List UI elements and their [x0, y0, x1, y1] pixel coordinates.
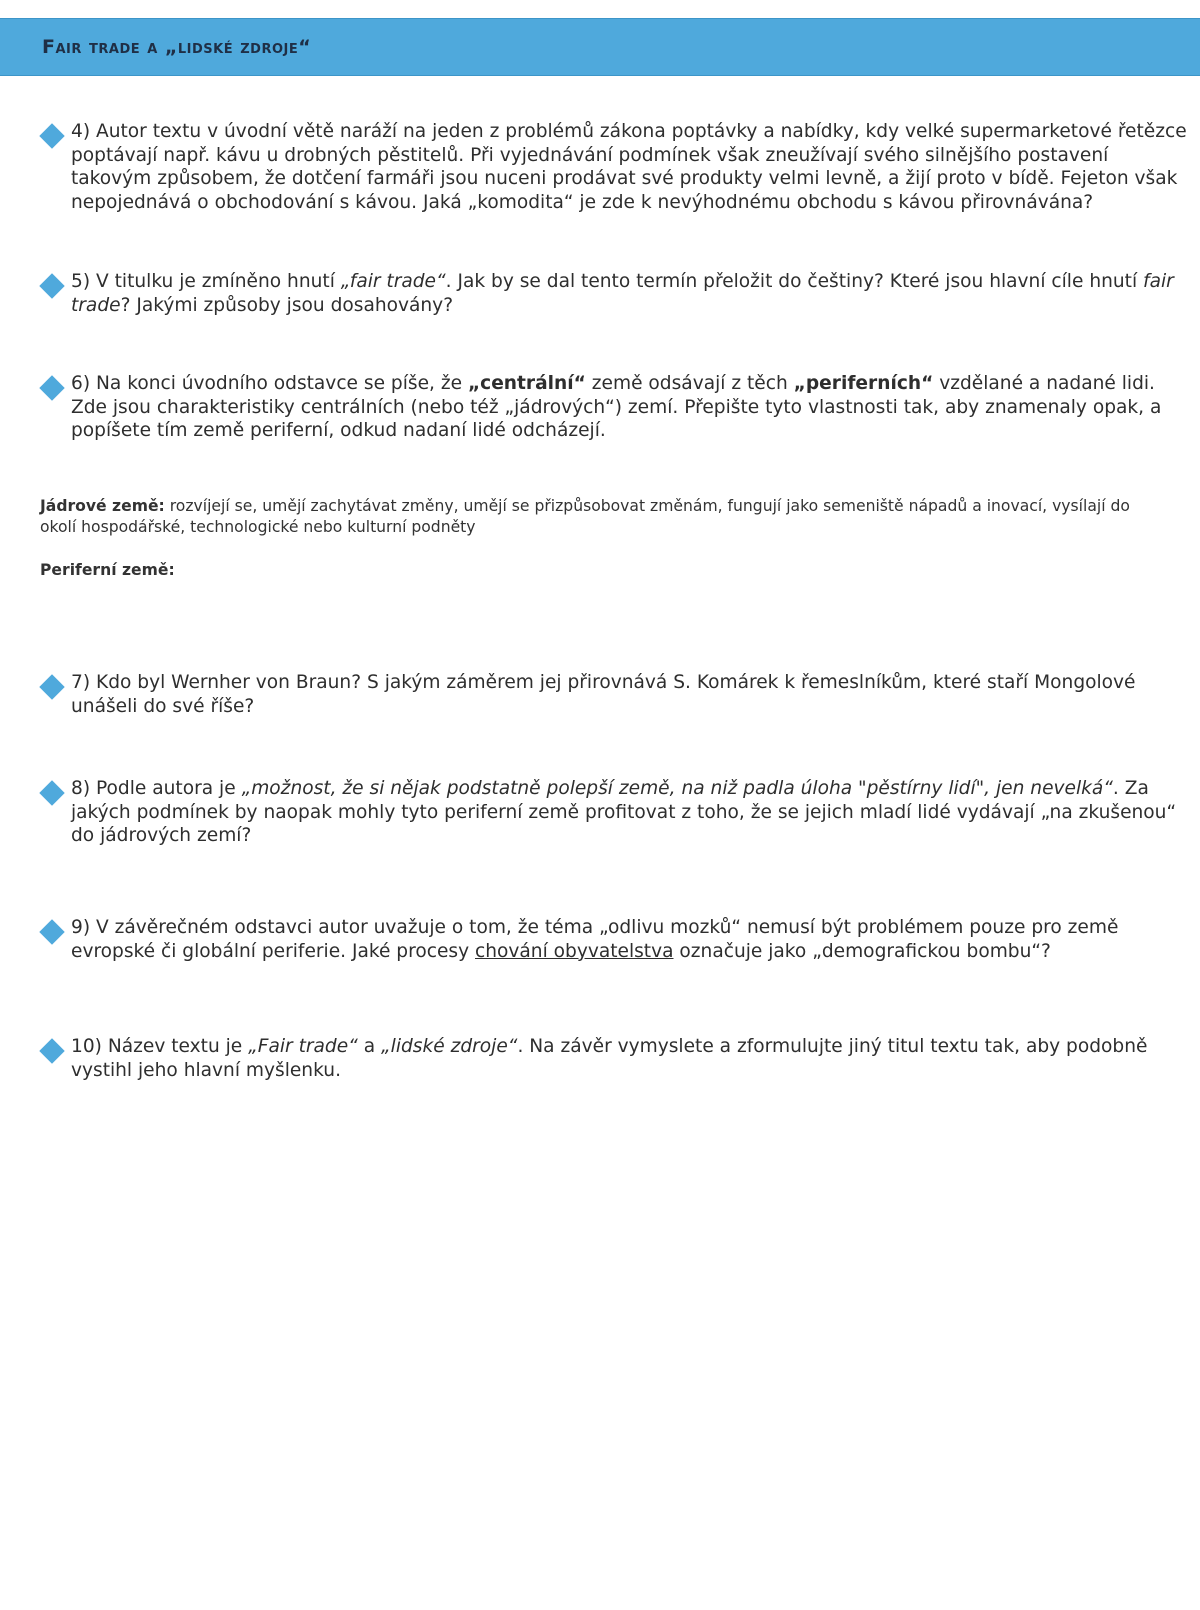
text-span: 8) Podle autora je	[71, 778, 242, 799]
question-9	[40, 916, 1190, 963]
text-span: . Za jakých podmínek by naopak mohly tyto periferní země profitovat z toho, že se jejich mladí lidé vydávají „na zkušenou“ do jádrových zemí?	[71, 778, 1177, 846]
italic-term: „lidské zdroje“	[381, 1036, 518, 1057]
text-span: . Jak by se dal tento termín přeložit do češtiny? Které jsou hlavní cíle hnutí	[445, 271, 1144, 292]
core-countries-label: Jádrové země:	[40, 497, 165, 515]
text-span: 10) Název textu je	[71, 1036, 249, 1057]
italic-quote: „možnost, že si nějak podstatně polepší země, na niž padla úloha "pěstírny lidí", jen nevelká“	[241, 778, 1113, 799]
bullet-diamond-icon	[39, 674, 64, 699]
text-span: . Na závěr vymyslete a zformulujte jiný titul textu tak, aby podobně vystihl jeho hlavní myšlenku.	[71, 1036, 1148, 1081]
question-9-text	[71, 916, 1190, 963]
bullet-diamond-icon	[39, 123, 64, 148]
italic-term: „fair trade“	[340, 271, 446, 292]
italic-term: fair trade	[71, 271, 1174, 316]
question-4-text: 4) Autor textu v úvodní větě naráží na jeden z problémů zákona poptávky a nabídky, kdy velké supermarketové řetězce poptávají např. kávu u drobných pěstitelů. Při vyjednávání podmínek však zneužívají svého silnějšího postavení takovým způsobem, že dotčení farmáři jsou nuceni prodávat své produkty velmi levně, a žijí proto v bídě. Fejeton však nepojednává o obchodování s kávou. Jaká „komodita“ je zde k nevýhodnému obchodu s kávou přirovnávána?	[71, 121, 1187, 213]
question-6-text	[71, 372, 1190, 443]
periphery-countries-label	[40, 560, 1170, 581]
bold-term: „centrální“	[467, 373, 586, 394]
core-countries-description: rozvíjejí se, umějí zachytávat změny, umějí se přizpůsobovat změnám, fungují jako semeniště nápadů a inovací, vysílají do okolí hospodářské, technologické nebo kulturní podněty	[40, 497, 1130, 536]
text-span: země odsávají z těch	[585, 373, 794, 394]
question-8-text	[71, 777, 1190, 848]
question-4	[40, 120, 1190, 214]
text-span: 5) V titulku je zmíněno hnutí	[71, 271, 341, 292]
question-10-text	[71, 1035, 1190, 1082]
question-5	[40, 270, 1190, 317]
bullet-diamond-icon	[39, 375, 64, 400]
bullet-diamond-icon	[39, 1038, 64, 1063]
periphery-label: Periferní země:	[40, 561, 175, 579]
question-5-text	[71, 270, 1190, 317]
question-7-text: 7) Kdo byl Wernher von Braun? S jakým záměrem jej přirovnává S. Komárek k řemeslníkům, které staří Mongolové unášeli do své říše?	[71, 672, 1136, 717]
text-span: vzdělané a nadané lidi. Zde jsou charakteristiky centrálních (nebo též „jádrových“) zemí. Přepište tyto vlastnosti tak, aby znamenaly opak, a popíšete tím země periferní, odkud nadaní lidé odcházejí.	[71, 373, 1162, 441]
text-span: 9) V závěrečném odstavci autor uvažuje o tom, že téma „odlivu mozků“ nemusí být problémem pouze pro země evropské či globální periferie. Jaké procesy	[71, 917, 1119, 962]
question-6	[40, 372, 1190, 443]
core-countries-text	[40, 496, 1170, 538]
text-span: a	[357, 1036, 382, 1057]
bold-term: „periferních“	[793, 373, 934, 394]
underlined-term: chování obyvatelstva	[475, 940, 674, 962]
text-span: 6) Na konci úvodního odstavce se píše, že	[71, 373, 468, 394]
question-8	[40, 777, 1190, 848]
bullet-diamond-icon	[39, 273, 64, 298]
page-header	[0, 18, 1200, 76]
text-span: označuje jako „demografickou bombu“?	[673, 940, 1051, 962]
question-7	[40, 671, 1190, 718]
question-10	[40, 1035, 1190, 1082]
italic-term: „Fair trade“	[248, 1036, 358, 1057]
page-title: Fair trade a „lidské zdroje“	[42, 36, 312, 58]
bullet-diamond-icon	[39, 919, 64, 944]
text-span: ? Jakými způsoby jsou dosahovány?	[120, 294, 454, 316]
bullet-diamond-icon	[39, 780, 64, 805]
